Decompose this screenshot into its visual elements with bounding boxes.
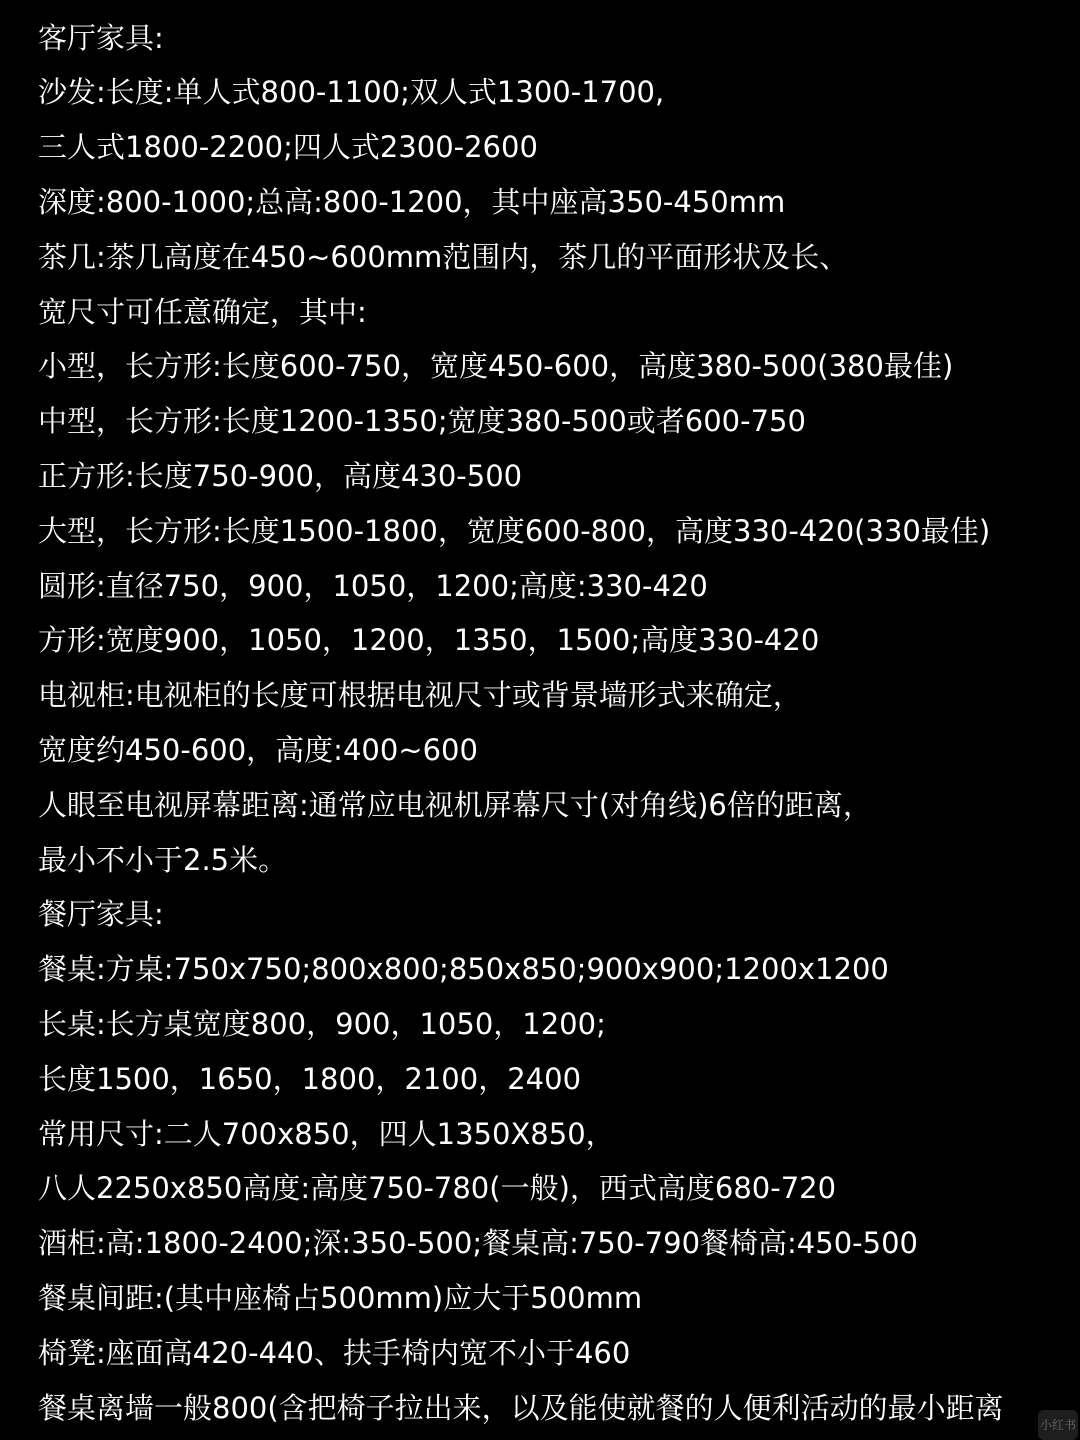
text-line: 方形:宽度900，1050，1200，1350，1500;高度330-420 — [38, 623, 820, 657]
text-line: 大型，长方形:长度1500-1800，宽度600-800，高度330-420(330最佳) — [38, 514, 991, 548]
text-line: 宽尺寸可任意确定，其中: — [38, 295, 367, 329]
text-line: 电视柜:电视柜的长度可根据电视尺寸或背景墙形式来确定， — [38, 678, 802, 712]
text-line: 正方形:长度750-900，高度430-500 — [38, 459, 523, 493]
text-line: 中型，长方形:长度1200-1350;宽度380-500或者600-750 — [38, 404, 806, 438]
text-line: 长度1500，1650，1800，2100，2400 — [38, 1062, 582, 1096]
text-line: 圆形:直径750，900，1050，1200;高度:330-420 — [38, 569, 708, 603]
section-heading-dining-room: 餐厅家具: — [38, 897, 164, 931]
watermark-logo: 小红书 — [1038, 1410, 1078, 1440]
text-line: 餐桌:方桌:750x750;800x800;850x850;900x900;1200x1200 — [38, 952, 889, 986]
section-heading-living-room: 客厅家具: — [38, 21, 164, 55]
text-line: 常用尺寸:二人700x850，四人1350X850， — [38, 1117, 615, 1151]
text-line: 长桌:长方桌宽度800，900，1050，1200; — [38, 1007, 606, 1041]
text-line: 沙发:长度:单人式800-1100;双人式1300-1700, — [38, 75, 665, 109]
text-line: 酒柜:高:1800-2400;深:350-500;餐桌高:750-790餐椅高:450-500 — [38, 1226, 918, 1260]
text-line: 八人2250x850高度:高度750-780(一般)，西式高度680-720 — [38, 1171, 837, 1205]
text-line: 宽度约450-600，高度:400~600 — [38, 733, 478, 767]
text-line: 小型，长方形:长度600-750，宽度450-600，高度380-500(380最佳) — [38, 349, 954, 383]
text-line: 椅凳:座面高420-440、扶手椅内宽不小于460 — [38, 1336, 631, 1370]
text-line: 人眼至电视屏幕距离:通常应电视机屏幕尺寸(对角线)6倍的距离， — [38, 788, 872, 822]
text-line: 餐桌间距:(其中座椅占500mm)应大于500mm — [38, 1281, 643, 1315]
text-line: 三人式1800-2200;四人式2300-2600 — [38, 130, 538, 164]
text-line: 餐桌离墙一般800(含把椅子拉出来，以及能使就餐的人便利活动的最小距离 — [38, 1391, 1004, 1425]
text-line: 最小不小于2.5米。 — [38, 843, 288, 877]
text-line: 深度:800-1000;总高:800-1200，其中座高350-450mm — [38, 185, 786, 219]
text-line: 茶几:茶几高度在450~600mm范围内，茶几的平面形状及长、 — [38, 240, 849, 274]
